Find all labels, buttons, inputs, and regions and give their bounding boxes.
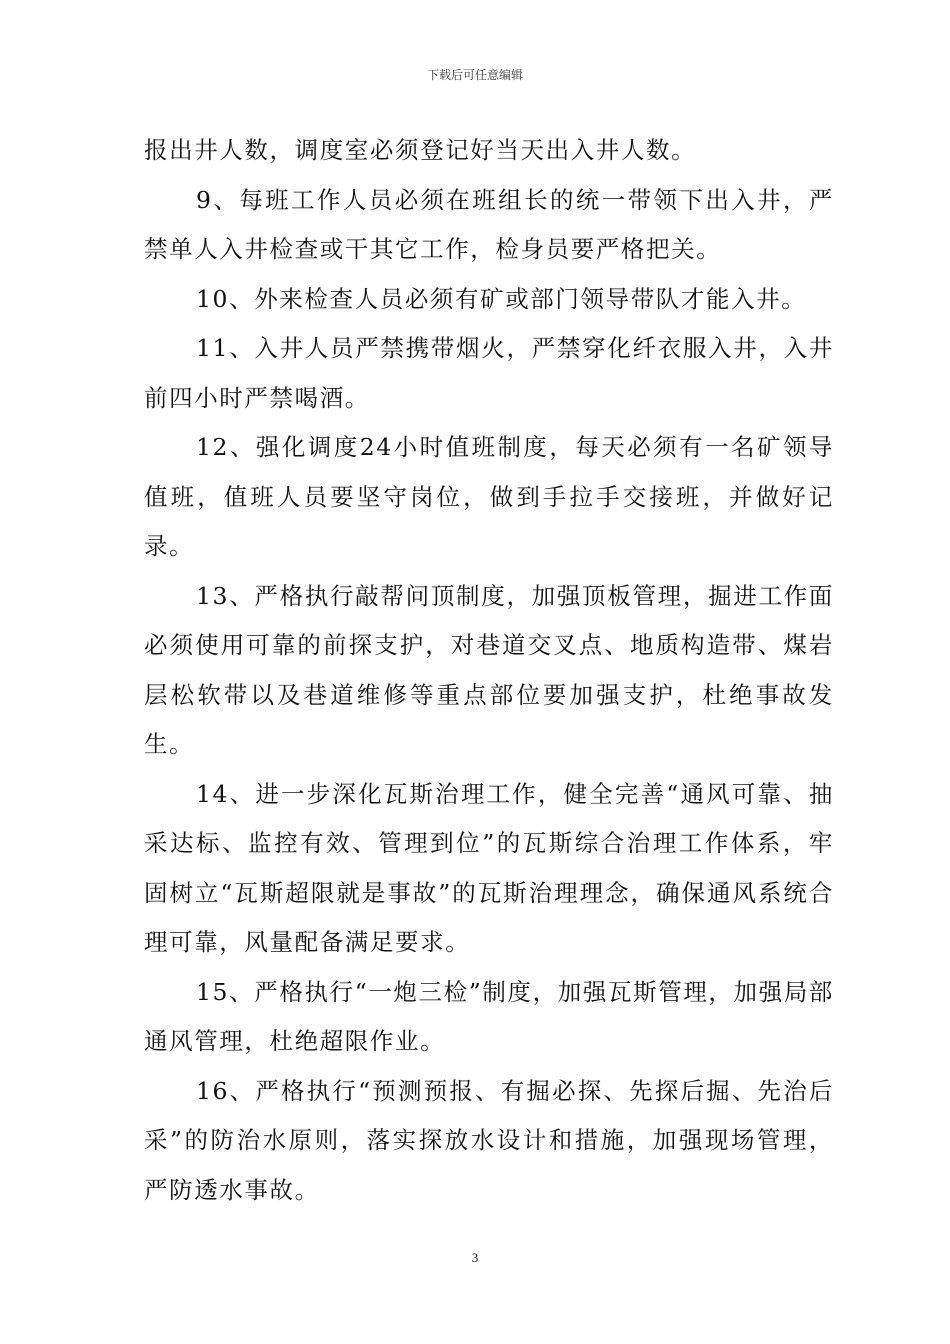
document-body [144,126,834,1215]
paragraph-item-15: 15、严格执行“一炮三检”制度，加强瓦斯管理，加强局部通风管理，杜绝超限作业。 [144,977,834,1055]
page-header: 下载后可任意编辑 [426,68,523,82]
paragraph-continuation: 报出井人数，调度室必须登记好当天出入井人数。 [144,136,697,164]
paragraph-item-11: 11、入井人员严禁携带烟火，严禁穿化纤衣服入井，入井前四小时严禁喝酒。 [144,334,834,412]
paragraph-item-16: 16、严格执行“预测预报、有掘必探、先探后掘、先治后采”的防治水原则，落实探放水设计和措施，加强现场管理，严防透水事故。 [144,1076,834,1204]
paragraph-item-14: 14、进一步深化瓦斯治理工作，健全完善“通风可靠、抽采达标、监控有效、管理到位”的瓦斯综合治理工作体系，牢固树立“瓦斯超限就是事故”的瓦斯治理理念，确保通风系统合理可靠，风量配备满足要求。 [144,779,834,956]
paragraph-item-13: 13、严格执行敲帮问顶制度，加强顶板管理，掘进工作面必须使用可靠的前探支护，对巷道交叉点、地质构造带、煤岩层松软带以及巷道维修等重点部位要加强支护，杜绝事故发生。 [144,581,834,758]
paragraph-item-12: 12、强化调度24小时值班制度，每天必须有一名矿领导值班，值班人员要坚守岗位，做到手拉手交接班，并做好记录。 [144,433,834,560]
paragraph-item-9: 9、每班工作人员必须在班组长的统一带领下出入井，严禁单人入井检查或干其它工作，检身员要严格把关。 [144,185,834,263]
page-number: 3 [471,1250,479,1265]
paragraph-item-10: 10、外来检查人员必须有矿或部门领导带队才能入井。 [196,284,807,313]
